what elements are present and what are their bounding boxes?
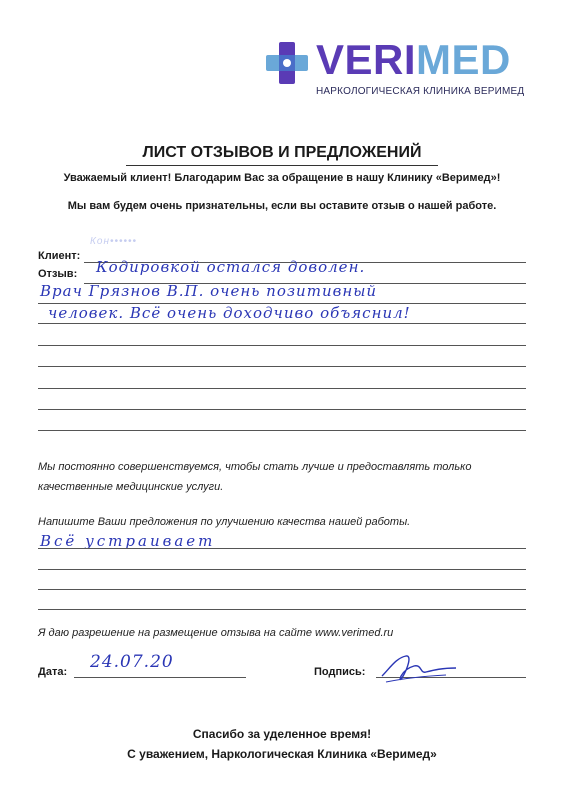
suggestions-line — [38, 589, 526, 590]
greeting-text: Уважаемый клиент! Благодарим Вас за обращение в нашу Клинику «Веримед»! — [63, 172, 501, 184]
request-text: Мы вам будем очень признательны, если вы оставите отзыв о нашей работе. — [67, 200, 497, 212]
review-handwritten-line-1: Кодировкой остался доволен. — [96, 258, 366, 276]
brand-part-2: MED — [416, 36, 511, 83]
suggestions-handwritten: Всё устраивает — [40, 532, 216, 550]
date-handwritten: 24.07.20 — [90, 652, 174, 672]
title-underline — [126, 165, 438, 166]
suggestions-line — [38, 569, 526, 570]
suggestions-label: Напишите Ваши предложения по улучшению качества нашей работы. — [38, 516, 411, 528]
brand-part-1: VERI — [316, 36, 417, 83]
date-label: Дата: — [38, 666, 68, 678]
footer-regards: С уважением, Наркологическая Клиника «Веримед» — [127, 747, 437, 761]
review-line — [38, 303, 526, 304]
review-line — [38, 409, 526, 410]
signature-label: Подпись: — [314, 666, 366, 678]
review-line — [38, 345, 526, 346]
brand-wordmark — [316, 38, 511, 82]
client-name-handwritten: Кон•••••• — [90, 236, 137, 247]
improve-note-2: качественные медицинские услуги. — [38, 481, 224, 493]
footer-thanks: Спасибо за уделенное время! — [192, 727, 372, 741]
review-label: Отзыв: — [38, 268, 78, 280]
date-line — [74, 677, 246, 678]
suggestions-line — [38, 548, 526, 549]
clinic-logo-icon — [262, 38, 312, 88]
review-line — [84, 283, 526, 284]
review-handwritten-line-3: человек. Всё очень доходчиво объяснил! — [48, 304, 411, 322]
review-line — [38, 366, 526, 367]
client-label: Клиент: — [38, 250, 81, 262]
page-title: ЛИСТ ОТЗЫВОВ И ПРЕДЛОЖЕНИЙ — [142, 144, 422, 161]
consent-text: Я даю разрешение на размещение отзыва на сайте www.verimed.ru — [38, 627, 394, 639]
review-line — [38, 323, 526, 324]
review-handwritten-line-2: Врач Грязнов В.П. очень позитивный — [40, 282, 378, 300]
review-line — [38, 388, 526, 389]
brand-subtitle: НАРКОЛОГИЧЕСКАЯ КЛИНИКА ВЕРИМЕД — [316, 86, 525, 97]
handwritten-signature-icon — [376, 648, 466, 688]
suggestions-line — [38, 609, 526, 610]
review-line — [38, 430, 526, 431]
improve-note: Мы постоянно совершенствуемся, чтобы стать лучше и предоставлять только — [38, 461, 472, 473]
